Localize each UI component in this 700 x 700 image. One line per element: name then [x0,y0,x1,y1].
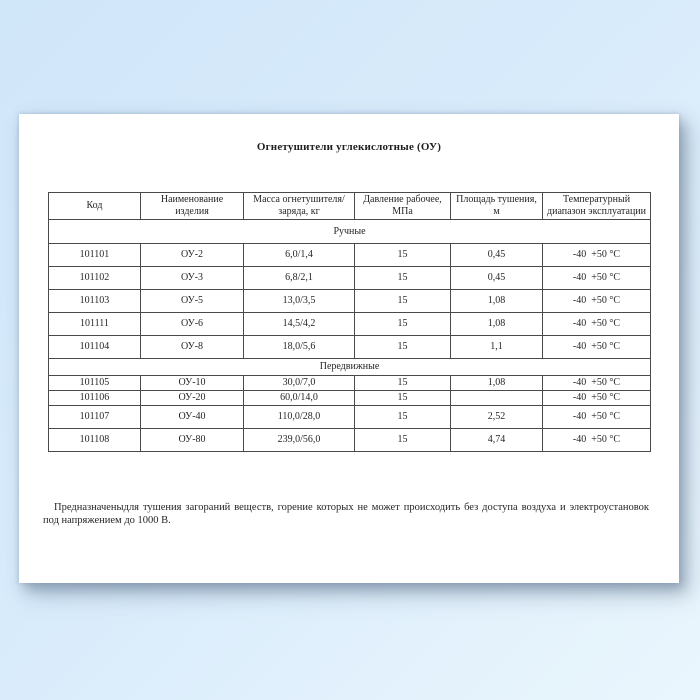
header-cell-area: Площадь тушения, м [451,193,543,220]
table-header-row [49,193,651,220]
cell-area: 0,45 [451,244,543,267]
cell-code: 101106 [49,391,141,406]
cell-name: ОУ-40 [141,406,244,429]
cell-name: ОУ-10 [141,376,244,391]
cell-area: 1,1 [451,336,543,359]
cell-code: 101105 [49,376,141,391]
cell-temperature: -40 +50 °С [543,336,651,359]
table-row [49,391,651,406]
section-row-mobile [49,359,651,376]
cell-area: 1,08 [451,313,543,336]
cell-name: ОУ-8 [141,336,244,359]
cell-area: 1,08 [451,290,543,313]
extinguisher-table [48,192,651,452]
table-row [49,267,651,290]
cell-mass: 18,0/5,6 [244,336,355,359]
cell-mass: 110,0/28,0 [244,406,355,429]
document-page [19,114,679,583]
cell-code: 101111 [49,313,141,336]
header-cell-pressure: Давление рабочее, МПа [355,193,451,220]
cell-pressure: 15 [355,391,451,406]
cell-temperature: -40 +50 °С [543,244,651,267]
cell-temperature: -40 +50 °С [543,406,651,429]
cell-pressure: 15 [355,244,451,267]
cell-code: 101108 [49,429,141,452]
cell-pressure: 15 [355,376,451,391]
cell-temperature: -40 +50 °С [543,313,651,336]
cell-name: ОУ-3 [141,267,244,290]
cell-pressure: 15 [355,267,451,290]
header-cell-name: Наименование изделия [141,193,244,220]
cell-name: ОУ-5 [141,290,244,313]
cell-code: 101107 [49,406,141,429]
table-row [49,290,651,313]
cell-area [451,391,543,406]
table-row [49,336,651,359]
cell-area: 4,74 [451,429,543,452]
cell-area: 2,52 [451,406,543,429]
cell-code: 101102 [49,267,141,290]
cell-mass: 6,0/1,4 [244,244,355,267]
cell-code: 101103 [49,290,141,313]
section-label: Ручные [49,220,651,244]
cell-mass: 13,0/3,5 [244,290,355,313]
cell-name: ОУ-80 [141,429,244,452]
cell-temperature: -40 +50 °С [543,429,651,452]
cell-mass: 30,0/7,0 [244,376,355,391]
cell-pressure: 15 [355,406,451,429]
cell-temperature: -40 +50 °С [543,376,651,391]
cell-temperature: -40 +50 °С [543,290,651,313]
table-row [49,244,651,267]
cell-area: 0,45 [451,267,543,290]
cell-pressure: 15 [355,290,451,313]
cell-mass: 6,8/2,1 [244,267,355,290]
cell-pressure: 15 [355,429,451,452]
cell-pressure: 15 [355,313,451,336]
section-row-manual [49,220,651,244]
cell-mass: 239,0/56,0 [244,429,355,452]
cell-name: ОУ-6 [141,313,244,336]
cell-temperature: -40 +50 °С [543,267,651,290]
table-row [49,406,651,429]
cell-name: ОУ-20 [141,391,244,406]
document-title: Огнетушители углекислотные (ОУ) [256,141,442,153]
cell-mass: 14,5/4,2 [244,313,355,336]
table-row [49,429,651,452]
cell-name: ОУ-2 [141,244,244,267]
cell-code: 101101 [49,244,141,267]
header-cell-temperature: Температурный диапазон эксплуатации [543,193,651,220]
cell-mass: 60,0/14,0 [244,391,355,406]
cell-code: 101104 [49,336,141,359]
header-cell-code: Код [49,193,141,220]
cell-temperature: -40 +50 °С [543,391,651,406]
document-footnote: Предназначеныдля тушения загораний веществ, горение которых не может происходить без доступа воздуха и электроустановок под напряжением до 1000 В. [43,502,649,526]
table-row [49,376,651,391]
table-row [49,313,651,336]
section-label: Передвижные [49,359,651,376]
cell-area: 1,08 [451,376,543,391]
header-cell-mass: Масса огнетушителя/ заряда, кг [244,193,355,220]
cell-pressure: 15 [355,336,451,359]
